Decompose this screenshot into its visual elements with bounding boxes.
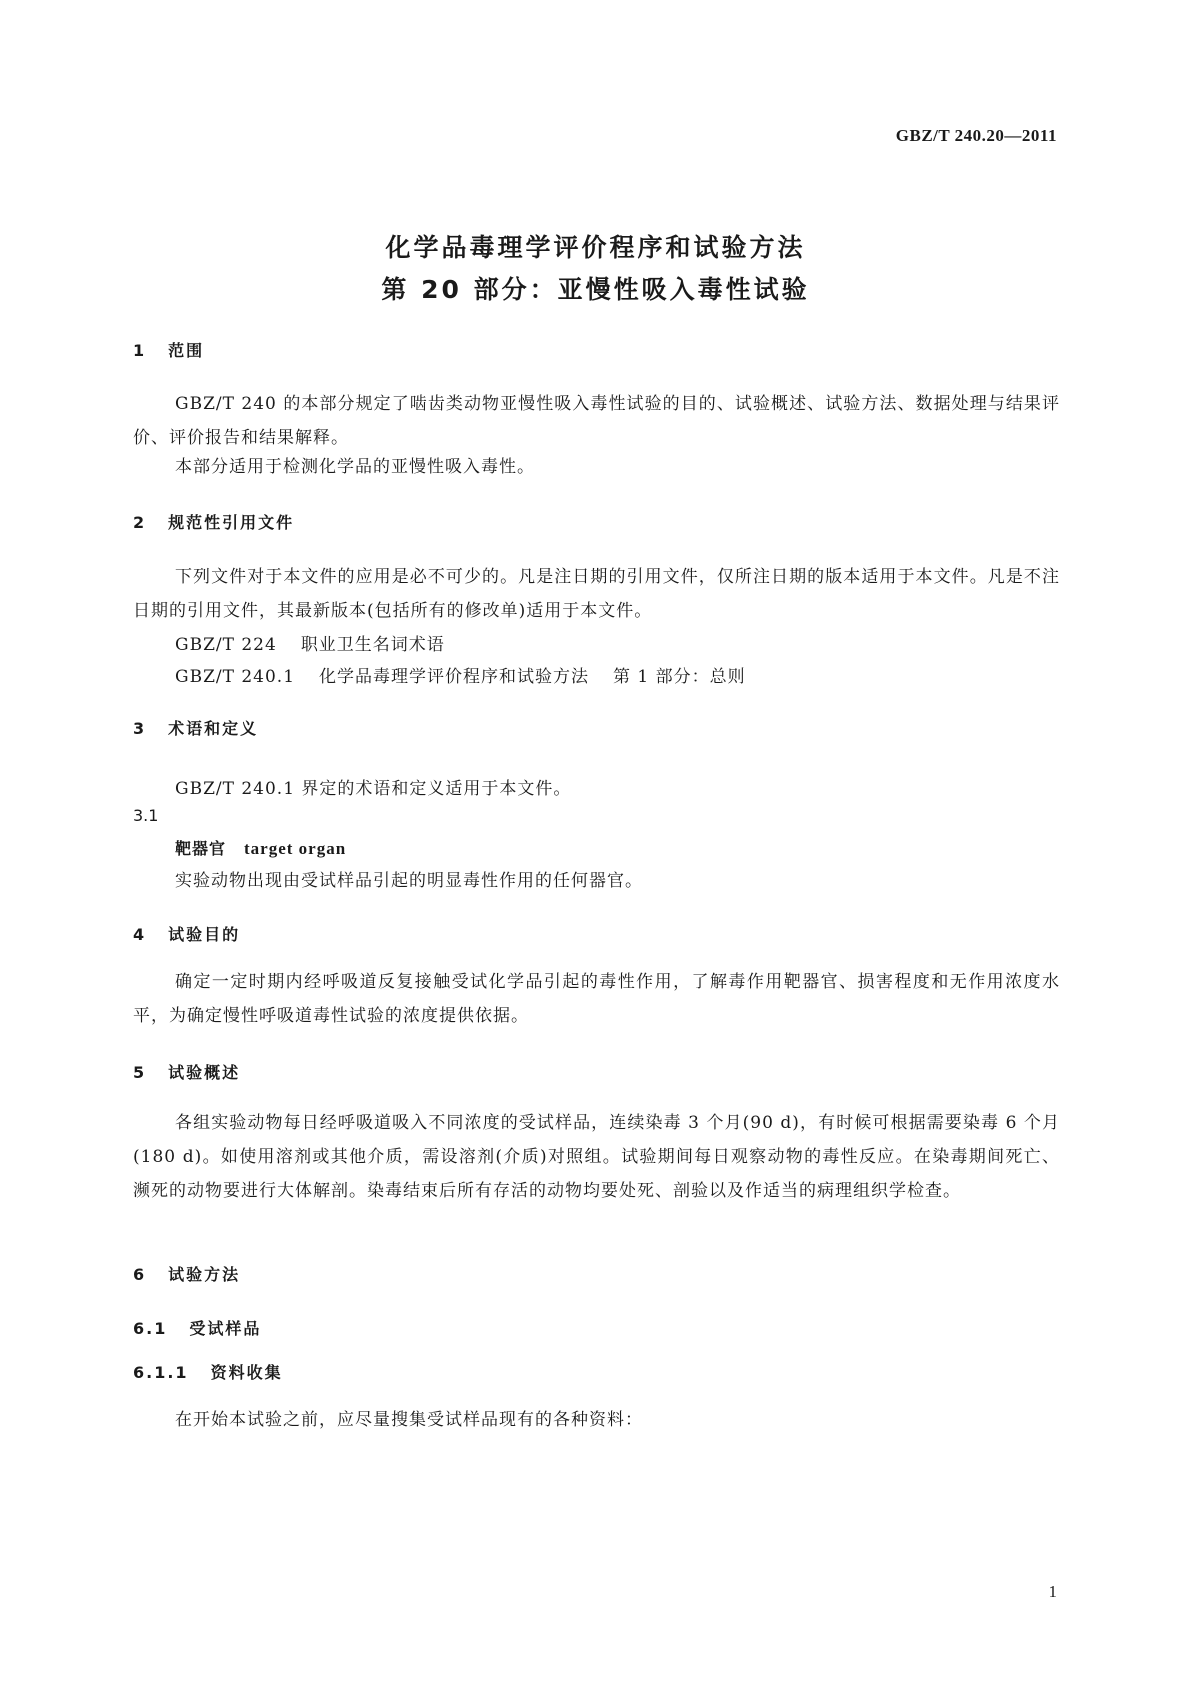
- term-definition: 实验动物出现由受试样品引起的明显毒性作用的任何器官。: [175, 871, 643, 891]
- section-3-paragraph-1: GBZ/T 240.1 界定的术语和定义适用于本文件。: [175, 779, 572, 799]
- standard-code: GBZ/T 240.20—2011: [895, 126, 1057, 145]
- document-title: 化学品毒理学评价程序和试验方法: [385, 233, 806, 262]
- term-entry: 靶器官 target organ: [175, 839, 347, 858]
- normative-reference-2: GBZ/T 240.1 化学品毒理学评价程序和试验方法 第 1 部分：总则: [175, 667, 746, 687]
- section-heading-6-1-1: 6.1.1 资料收集: [133, 1363, 283, 1382]
- section-5-paragraph-1: 各组实验动物每日经呼吸道吸入不同浓度的受试样品，连续染毒 3 个月(90 d)，有时候可根据需要染毒 6 个月(180 d)。如使用溶剂或其他介质，需设溶剂(介质)对照组。试验期间每日观察动物的毒性反应。在染毒期间死亡、濒死的动物要进行大体解剖。染毒结束后所有存活的动物均要处死、剖验以及作适当的病理组织学检查。: [133, 1113, 1060, 1201]
- section-heading-2: 2 规范性引用文件: [133, 513, 295, 532]
- section-heading-3: 3 术语和定义: [133, 719, 259, 738]
- document-subtitle: 第 20 部分：亚慢性吸入毒性试验: [381, 275, 810, 304]
- section-4-paragraph-1: 确定一定时期内经呼吸道反复接触受试化学品引起的毒性作用，了解毒作用靶器官、损害程度和无作用浓度水平，为确定慢性呼吸道毒性试验的浓度提供依据。: [133, 972, 1060, 1026]
- section-1-paragraph-1: GBZ/T 240 的本部分规定了啮齿类动物亚慢性吸入毒性试验的目的、试验概述、试验方法、数据处理与结果评价、评价报告和结果解释。: [133, 394, 1060, 448]
- section-heading-4: 4 试验目的: [133, 925, 241, 944]
- term-number: 3.1: [133, 806, 159, 825]
- section-1-paragraph-2: 本部分适用于检测化学品的亚慢性吸入毒性。: [175, 457, 535, 477]
- page-number: 1: [1048, 1582, 1057, 1601]
- section-heading-6-1: 6.1 受试样品: [133, 1319, 262, 1338]
- section-heading-5: 5 试验概述: [133, 1063, 241, 1082]
- normative-reference-1: GBZ/T 224 职业卫生名词术语: [175, 635, 445, 655]
- section-heading-6: 6 试验方法: [133, 1265, 241, 1284]
- section-heading-1: 1 范围: [133, 341, 205, 360]
- section-6-1-1-paragraph-1: 在开始本试验之前，应尽量搜集受试样品现有的各种资料：: [175, 1410, 643, 1430]
- section-2-paragraph-1: 下列文件对于本文件的应用是必不可少的。凡是注日期的引用文件，仅所注日期的版本适用于本文件。凡是不注日期的引用文件，其最新版本(包括所有的修改单)适用于本文件。: [133, 567, 1060, 621]
